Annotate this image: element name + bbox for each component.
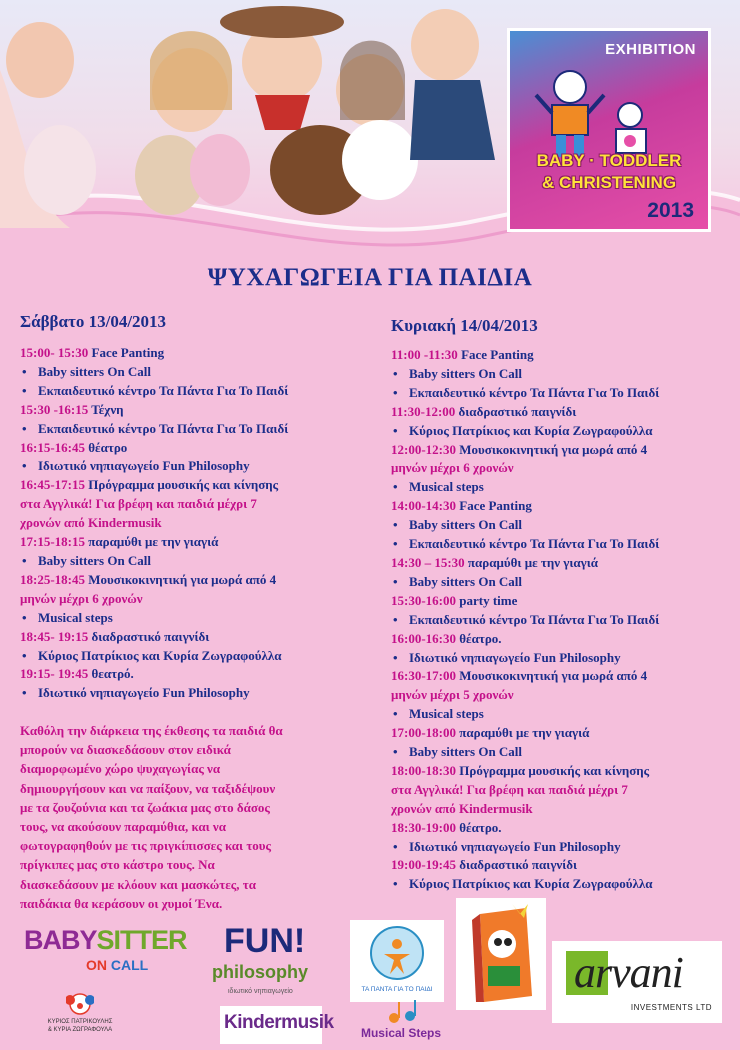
board-game-box-image [456,898,546,1010]
event-provider-bullet: • Ιδιωτικό νηπιαγωγείο Fun Philosophy [20,684,288,703]
event-time: 11:30-12:00 [391,403,456,419]
event-time: 15:00- 15:30 [20,345,89,360]
babysitter-word-baby: BABY [24,925,97,955]
schedule-time-row [20,439,288,458]
event-time: 14:00-14:30 [391,498,456,514]
description-line: με τα ζουζούνια και τα ζωάκια μας στο δάσος [20,799,270,815]
exhibition-label: EXHIBITION [605,41,696,58]
saturday-heading: Σάββατο 13/04/2013 [20,312,167,331]
event-provider-bullet: • Εκπαιδευτικό κέντρο Τα Πάντα Για Το Παιδί [20,420,288,439]
event-provider-bullet: • Baby sitters On Call [391,743,659,762]
event-time: 16:30-17:00 [391,668,456,684]
event-title: Πρόγραμμα μουσικής και κίνησης [459,762,650,778]
event-title: Μουσικοκινητική για μωρά από 4 [459,441,648,457]
event-title-continued: χρονών από Kindermusik [391,800,533,816]
schedule-time-row [391,630,659,649]
event-title: Μουσικοκινητική για μωρά από 4 [88,571,277,587]
page-title: ΨΥΧΑΓΩΓΕΙΑ ΓΙΑ ΠΑΙΔΙΑ [207,264,533,291]
event-title: διαδραστικό παιγνίδι [459,857,578,873]
game-box-icon [462,904,540,1004]
music-notes-icon [386,1000,420,1024]
babysitter-word-call: CALL [110,957,149,973]
schedule-time-row [391,497,659,516]
event-provider-bullet: • Κύριος Πατρίκιος και Κυρία Ζωγραφούλλα [20,647,288,666]
event-title-continued: χρονών από Kindermusik [20,515,162,531]
event-title: θεατρό. [91,666,134,682]
event-provider-bullet: • Εκπαιδευτικό κέντρο Τα Πάντα Για Το Παιδί [391,535,659,554]
event-time: 17:15-18:15 [20,534,85,550]
event-provider-bullet: • Κύριος Πατρίκιος και Κυρία Ζωγραφούλλα [391,422,659,441]
schedule-time-row [391,403,659,422]
event-provider-bullet: • Baby sitters On Call [20,552,288,571]
description-line: δημιουργήσουν και να παίξουν, να ταξιδέψουν [20,780,276,796]
event-provider-bullet: • Εκπαιδευτικό κέντρο Τα Πάντα Για Το Παιδί [20,382,288,401]
event-provider-bullet: • Ιδιωτικό νηπιαγωγείο Fun Philosophy [20,457,288,476]
event-title-continued: στα Αγγλικά! Για βρέφη και παιδιά μέχρι 7 [20,496,257,512]
event-time: 16:45-17:15 [20,477,85,493]
babysitter-on-call-logo [20,921,187,983]
event-title: party time [459,592,518,608]
description-line: φωτογραφηθούν με τις πριγκίπισσες και τους [20,838,272,854]
arvani-logo [552,941,722,1023]
ta-panta-label: ΤΑ ΠΑΝΤΑ ΓΙΑ ΤΟ ΠΑΙΔΙ [361,986,433,993]
saturday-schedule [20,344,288,703]
babysitter-word-on: ON [86,957,107,973]
clown-label-1: ΚΥΡΙΟΣ ΠΑΤΡΙΚΟΥΛΗΣ [47,1019,113,1025]
schedule-time-row [20,533,288,552]
arvani-subtitle: INVESTMENTS LTD [630,1003,712,1012]
description-line: μπορούν να διασκεδάσουν στον ειδικά [20,742,231,758]
schedule-time-row [391,856,659,875]
schedule-time-row [20,401,288,420]
schedule-time-row [391,819,659,838]
musical-steps-word: Musical Steps [360,1026,442,1040]
event-time: 15:30 -16:15 [20,401,89,417]
exhibition-line-2: & CHRISTENING [541,173,677,192]
event-time: 18:25-18:45 [20,571,85,587]
fun-word: FUN! [224,922,306,960]
event-provider-bullet: • Musical steps [20,609,288,628]
exhibition-logo [507,28,711,232]
event-title: παραμύθι με την γιαγιά [467,554,599,570]
patrikios-clowns-logo [40,990,120,1038]
description-line: πρίγκιπες μας στο κάστρο τους. Να [20,857,215,873]
philosophy-word: philosophy [212,962,308,982]
event-provider-bullet: • Ιδιωτικό νηπιαγωγείο Fun Philosophy [391,649,659,668]
event-title: θέατρο. [459,819,502,835]
schedule-time-row [391,346,659,365]
event-title: Μουσικοκινητική για μωρά από 4 [459,668,648,684]
event-time: 16:00-16:30 [391,630,456,646]
event-title: Face Panting [91,345,165,360]
event-time: 18:30-19:00 [391,819,456,835]
event-title: θέατρο. [459,630,502,646]
description-line: τους, να ακούσουν παραμύθια, και να [20,819,226,835]
sunday-heading: Κυριακή 14/04/2013 [391,316,538,335]
description-line: παιδάκια θα κεράσουν οι χυμοί Ένα. [20,895,223,911]
event-title: Πρόγραμμα μουσικής και κίνησης [88,477,279,493]
event-provider-bullet: • Baby sitters On Call [20,363,288,382]
description-line: διαμορφωμένο χώρο ψυχαγωγίας να [20,761,221,777]
child-globe-icon [368,924,426,982]
babysitter-word-sitter: SITTER [96,925,187,955]
event-provider-bullet: • Ιδιωτικό νηπιαγωγείο Fun Philosophy [391,838,659,857]
event-title-continued: μηνών μέχρι 6 χρονών [20,590,143,606]
clown-face-icon [66,990,94,1016]
event-provider-bullet: • Εκπαιδευτικό κέντρο Τα Πάντα Για Το Παιδί [391,384,659,403]
event-time: 18:45- 19:15 [20,628,89,644]
description-line: διασκεδάσουν με κλόουν και μασκώτες, τα [20,876,257,892]
event-time: 11:00 -11:30 [391,347,458,362]
schedule-time-row [391,554,659,573]
event-provider-bullet: • Κύριος Πατρίκιος και Κυρία Ζωγραφούλλα [391,875,659,894]
event-title: θέατρο [88,439,128,455]
event-provider-bullet: • Musical steps [391,478,659,497]
children-photo [0,0,500,228]
fun-subtitle: ιδιωτικό νηπιαγωγείο [228,988,293,995]
fun-philosophy-logo [206,920,324,1002]
musical-steps-logo [356,1000,446,1046]
event-title: διαδραστικό παιγνίδι [91,628,210,644]
event-title: Face Panting [461,347,534,362]
event-provider-bullet: • Baby sitters On Call [391,573,659,592]
event-time: 17:00-18:00 [391,725,456,741]
event-time: 18:00-18:30 [391,762,456,778]
kindermusik-word: Kindermusik [224,1012,334,1033]
schedule-time-row [391,667,659,686]
sunday-schedule [391,346,659,894]
schedule-time-row [20,628,288,647]
event-provider-bullet: • Musical steps [391,705,659,724]
exhibition-year: 2013 [647,199,694,222]
event-title: Face Panting [459,498,532,514]
event-time: 19:15- 19:45 [20,666,89,682]
schedule-time-row [391,592,659,611]
arvani-word: arvani [574,948,683,997]
schedule-time-row [20,476,288,495]
schedule-time-row [391,724,659,743]
schedule-time-row [391,441,659,460]
event-provider-bullet: • Εκπαιδευτικό κέντρο Τα Πάντα Για Το Παιδί [391,611,659,630]
event-time: 12:00-12:30 [391,441,456,457]
schedule-time-row [20,344,288,363]
event-provider-bullet: • Baby sitters On Call [391,516,659,535]
event-title-continued: μηνών μέχρι 6 χρονών [391,460,514,476]
description-line: Καθόλη την διάρκεια της έκθεσης τα παιδιά θα [20,723,283,738]
event-title: παραμύθι με την γιαγιά [459,725,590,741]
kindermusik-logo [220,1006,334,1044]
schedule-time-row [20,571,288,590]
event-title-continued: στα Αγγλικά! Για βρέφη και παιδιά μέχρι 7 [391,781,628,797]
event-title: διαδραστικό παιγνίδι [458,403,577,419]
event-provider-bullet: • Baby sitters On Call [391,365,659,384]
event-title: παραμύθι με την γιαγιά [88,534,219,550]
kids-figures-icon [530,65,690,165]
event-title-continued: μηνών μέχρι 5 χρονών [391,687,514,703]
event-time: 14:30 – 15:30 [391,554,465,570]
exhibition-line-1: BABY · TODDLER [536,151,682,170]
event-title: Τέχνη [91,401,124,417]
schedule-time-row [391,762,659,781]
event-time: 15:30-16:00 [391,592,456,608]
event-time: 19:00-19:45 [391,857,456,873]
clown-label-2: & ΚΥΡΙΑ ΖΩΓΡΑΦΟΥΛΑ [47,1027,113,1033]
event-time: 16:15-16:45 [20,439,85,455]
schedule-time-row [20,665,288,684]
ta-panta-logo [350,920,444,1002]
description-text [20,721,370,913]
